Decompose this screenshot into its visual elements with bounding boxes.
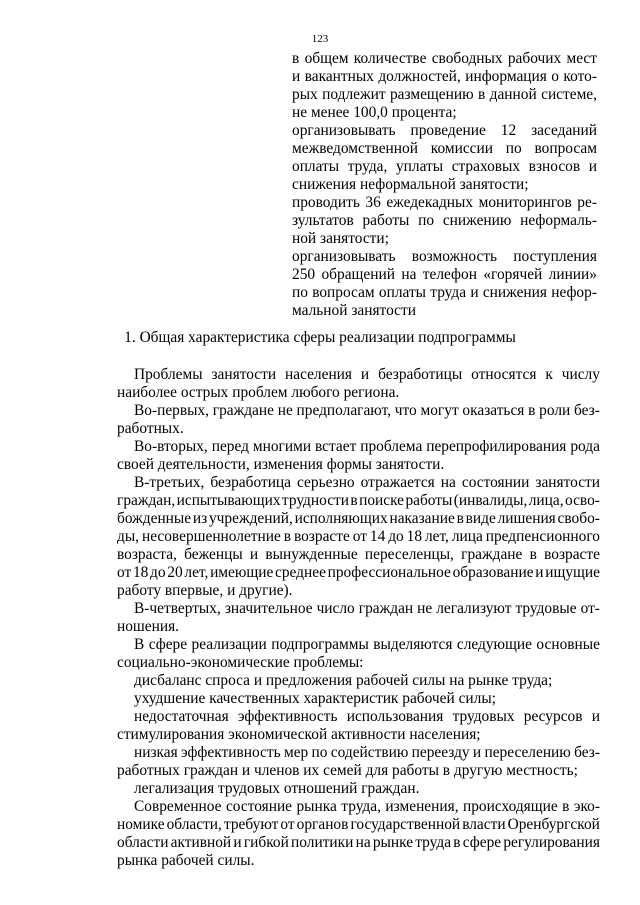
text-line: недостаточная эффективность использования трудовых ресурсов и [134, 708, 600, 725]
text-line: ды, несовершеннолетние в возрасте от 14 до 18 лет, лица предпенсионного [117, 528, 600, 545]
text-line: мальной занятости [292, 302, 416, 319]
text-line: ношения. [117, 618, 180, 635]
body-text [117, 366, 600, 870]
text-line: своей деятельности, изменения формы занятости. [117, 456, 445, 473]
text-line: по вопросам оплаты труда и снижения нефор- [292, 284, 597, 301]
text-line: наиболее острых проблем любого региона. [117, 384, 400, 401]
text-line: 250 обращений на телефон «горячей линии» [292, 266, 597, 283]
text-line: зультатов работы по снижению неформаль- [292, 212, 597, 229]
text-line: Во-первых, граждане не предполагают, что могут оказаться в роли без- [134, 402, 600, 419]
text-line: оплаты труда, уплаты страховых взносов и [292, 158, 597, 175]
text-line: В-третьих, безработица серьезно отражается на состоянии занятости [134, 474, 600, 491]
text-line: ухудшение качественных характеристик рабочей силы; [134, 690, 496, 707]
text-line: рынка рабочей силы. [117, 852, 255, 869]
text-line: не менее 100,0 процента; [292, 104, 457, 121]
text-line: граждан, испытывающих трудности в поиске работы (инвалиды, лица, осво- [117, 492, 600, 509]
text-line: организовывать проведение 12 заседаний [292, 122, 597, 139]
text-line: снижения неформальной занятости; [292, 176, 529, 193]
text-line: низкая эффективность мер по содействию переезду и переселению без- [134, 744, 600, 761]
text-line: и вакантных должностей, информация о кото- [292, 68, 597, 85]
text-line: В сфере реализации подпрограммы выделяются следующие основные [134, 636, 600, 653]
page-number: 123 [311, 33, 329, 45]
text-line: в общем количестве свободных рабочих мест [292, 50, 597, 67]
text-line: работных. [117, 420, 184, 437]
text-line: организовывать возможность поступления [292, 248, 597, 265]
text-line: номике области, требуют от органов государственной власти Оренбургской [117, 816, 600, 833]
text-line: Современное состояние рынка труда, изменения, происходящие в эко- [134, 798, 600, 815]
text-line: работу впервые, и другие). [117, 582, 293, 599]
text-line: проводить 36 ежедекадных мониторингов ре- [292, 194, 597, 211]
right-column-block [292, 50, 597, 320]
text-line: ной занятости; [292, 230, 389, 247]
text-line: рых подлежит размещению в данной системе, [292, 86, 597, 103]
text-line: Во-вторых, перед многими встает проблема перепрофилирования рода [134, 438, 600, 455]
text-line: работных граждан и членов их семей для работы в другую местность; [117, 762, 578, 779]
text-line: В-четвертых, значительное число граждан не легализуют трудовые от- [134, 600, 600, 617]
text-line: стимулирования экономической активности населения; [117, 726, 481, 743]
text-line: возраста, беженцы и вынужденные переселенцы, граждане в возрасте [117, 546, 600, 563]
text-line: от 18 до 20 лет, имеющие среднее профессиональное образование и ищущие [117, 564, 600, 581]
text-line: легализация трудовых отношений граждан. [134, 780, 420, 797]
text-line: Проблемы занятости населения и безработицы относятся к числу [134, 366, 600, 383]
text-line: социально-экономические проблемы: [117, 654, 364, 671]
text-line: божденные из учреждений, исполняющих наказание в виде лишения свобо- [117, 510, 600, 527]
text-line: области активной и гибкой политики на рынке труда в сфере регулирования [117, 834, 600, 851]
text-line: дисбаланс спроса и предложения рабочей силы на рынке труда; [134, 672, 553, 689]
text-line: межведомственной комиссии по вопросам [292, 140, 597, 157]
section-heading: 1. Общая характеристика сферы реализации подпрограммы [124, 329, 516, 346]
